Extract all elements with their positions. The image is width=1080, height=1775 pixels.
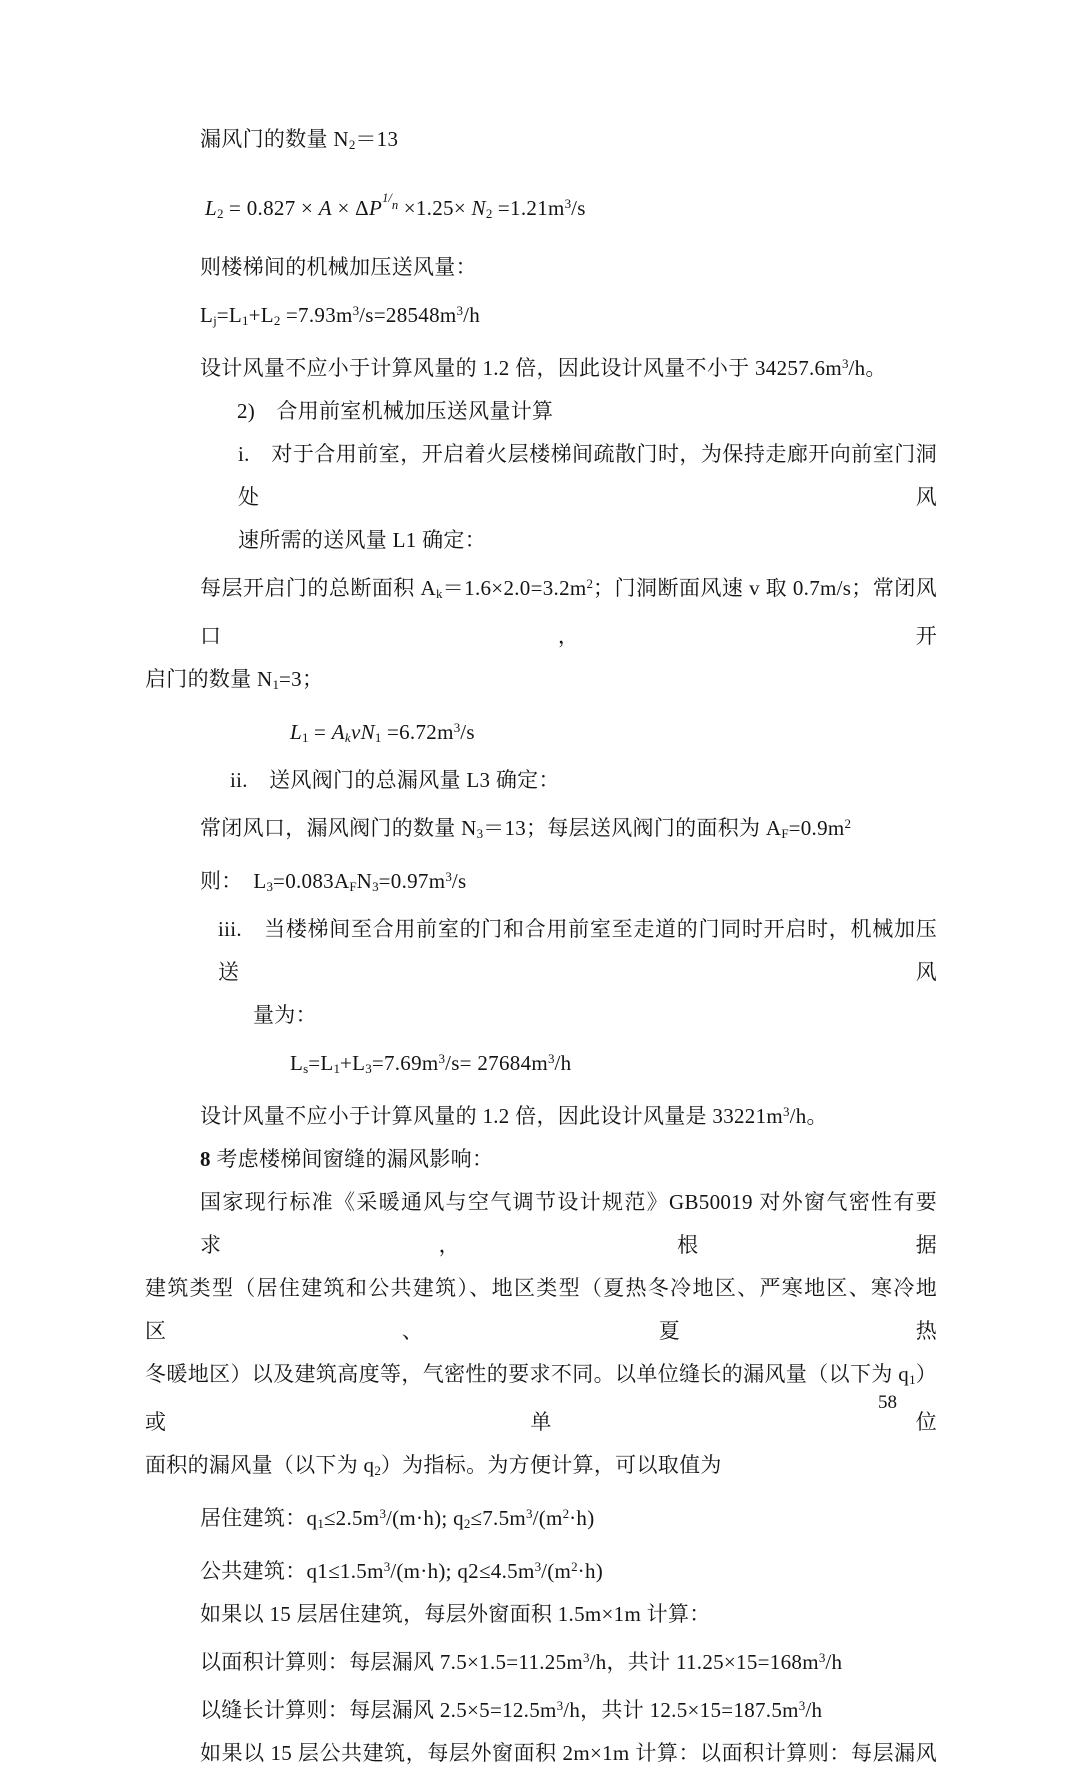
text-segment: /s=28548m bbox=[359, 303, 457, 328]
formula-l3 bbox=[145, 855, 937, 908]
text-segment: 3 bbox=[556, 1698, 564, 1714]
text-segment: 3 bbox=[372, 879, 379, 895]
text-segment: i. 对于合用前室，开启着火层楼梯间疏散门时，为保持走廊开向前室门洞处风 bbox=[238, 442, 937, 510]
text-segment: 1/ bbox=[382, 190, 392, 205]
text-segment: 3 bbox=[379, 1505, 386, 1521]
text-segment: 公共建筑：q1≤1.5m bbox=[200, 1559, 384, 1584]
line-standard-gb50019 bbox=[145, 1181, 937, 1267]
text-segment: ·h) bbox=[577, 1559, 604, 1584]
text-segment: /(m·h); q2≤4.5m bbox=[390, 1559, 535, 1584]
text-segment: 2 bbox=[844, 816, 852, 831]
text-segment: /h，共计 12.5×15=187.5m bbox=[563, 1698, 799, 1723]
text-segment: 1 bbox=[242, 312, 249, 328]
text-segment: 量为： bbox=[253, 1003, 317, 1028]
text-segment: /s= 27684m bbox=[445, 1051, 548, 1076]
page-number: 58 bbox=[878, 1392, 897, 1413]
line-valve-count bbox=[145, 802, 937, 855]
text-segment: 2) 合用前室机械加压送风量计算 bbox=[237, 399, 554, 424]
text-segment: 3 bbox=[841, 355, 849, 371]
text-segment: 启门的数量 N bbox=[145, 667, 273, 692]
text-segment: 2 bbox=[463, 1515, 471, 1531]
text-segment: =L bbox=[216, 303, 243, 328]
formula-l2-leakage bbox=[145, 177, 937, 235]
text-segment: L bbox=[290, 720, 302, 745]
line-by-crack-calc bbox=[145, 1684, 937, 1732]
text-segment: 2 bbox=[348, 136, 356, 152]
text-segment: 3 bbox=[456, 302, 464, 318]
line-item-i-part1 bbox=[145, 433, 937, 519]
text-segment: ＝13；每层送风阀门的面积为 A bbox=[483, 816, 782, 841]
line-design-flow-anteroom bbox=[145, 1090, 937, 1138]
heading-item-2-shared-anteroom bbox=[145, 390, 937, 433]
text-segment: /s bbox=[460, 720, 475, 745]
text-segment: k bbox=[344, 730, 351, 745]
text-segment: 1 bbox=[374, 730, 382, 745]
text-segment: 3 bbox=[352, 302, 360, 318]
text-segment: +L bbox=[248, 303, 274, 328]
text-segment: ）为指标。为方便计算，可以取值为 bbox=[380, 1453, 722, 1478]
text-segment: 2 bbox=[216, 205, 224, 221]
text-segment: 建筑类型（居住建筑和公共建筑）、地区类型（夏热冬冷地区、严寒地区、寒冷地区、夏热 bbox=[145, 1276, 937, 1344]
line-door-area-part2 bbox=[145, 658, 937, 706]
text-segment: A bbox=[318, 196, 332, 221]
text-segment: ）或单位 bbox=[145, 1362, 937, 1435]
text-segment: 8 bbox=[200, 1147, 211, 1172]
text-segment: v bbox=[350, 720, 361, 745]
formula-l1 bbox=[145, 706, 937, 759]
text-segment: 速所需的送风量 L1 确定： bbox=[238, 528, 487, 553]
line-door-area-part1 bbox=[145, 562, 937, 658]
text-segment: 2 bbox=[273, 312, 281, 328]
text-segment: k bbox=[435, 586, 443, 602]
line-public-example bbox=[145, 1732, 937, 1775]
line-public-limits bbox=[145, 1545, 937, 1593]
text-segment: =7.93m bbox=[280, 303, 353, 328]
line-design-flow-stairwell bbox=[145, 342, 937, 390]
text-segment: N bbox=[471, 196, 486, 221]
text-segment: /h，共计 11.25×15=168m bbox=[589, 1650, 819, 1675]
text-segment: 如果以 15 层公共建筑，每层外窗面积 2m×1m 计算：以面积计算则：每层漏风 bbox=[200, 1741, 937, 1766]
text-segment: ＝1.6×2.0=3.2m bbox=[442, 576, 587, 601]
text-segment: 面积的漏风量（以下为 q bbox=[145, 1453, 375, 1478]
line-building-types bbox=[145, 1267, 937, 1353]
text-segment: ×1.25× bbox=[398, 196, 472, 221]
text-segment: 3 bbox=[438, 1051, 446, 1067]
text-segment: A bbox=[331, 720, 345, 745]
text-segment: /(m bbox=[532, 1506, 563, 1531]
text-segment: =3； bbox=[279, 667, 324, 692]
text-segment: n bbox=[391, 197, 399, 212]
line-stairwell-supply-intro bbox=[145, 246, 937, 289]
text-segment: 3 bbox=[818, 1650, 826, 1666]
text-segment: 常闭风口，漏风阀门的数量 N bbox=[200, 816, 477, 841]
formula-ls-total bbox=[145, 1037, 937, 1090]
text-segment: 2 bbox=[485, 205, 493, 221]
text-segment: 1 bbox=[301, 730, 309, 745]
text-segment: j bbox=[213, 312, 217, 328]
text-segment: 则楼梯间的机械加压送风量： bbox=[200, 254, 477, 279]
heading-item-8-window-leakage bbox=[145, 1138, 937, 1181]
text-segment: 3 bbox=[798, 1698, 806, 1714]
text-segment: =7.69m bbox=[371, 1051, 439, 1076]
text-segment: F bbox=[349, 879, 357, 895]
text-segment: 每层开启门的总断面积 A bbox=[200, 576, 436, 601]
line-airtightness-q1 bbox=[145, 1353, 937, 1444]
text-segment: 2 bbox=[562, 1505, 570, 1521]
line-residential-example bbox=[145, 1593, 937, 1636]
line-by-area-calc bbox=[145, 1636, 937, 1684]
text-segment: N bbox=[360, 720, 375, 745]
line-item-iii-part1 bbox=[145, 908, 937, 994]
text-segment: × Δ bbox=[331, 196, 369, 221]
text-segment: /s bbox=[571, 196, 586, 221]
text-segment: 冬暖地区）以及建筑高度等，气密性的要求不同。以单位缝长的漏风量（以下为 q bbox=[145, 1362, 910, 1387]
text-segment: /h。 bbox=[848, 356, 887, 381]
text-segment: 3 bbox=[564, 195, 572, 211]
text-segment: L bbox=[290, 1051, 304, 1076]
text-segment: ii. 送风阀门的总漏风量 L3 确定： bbox=[230, 768, 560, 792]
text-segment: 3 bbox=[383, 1558, 391, 1574]
text-segment: N bbox=[356, 869, 373, 894]
line-leak-door-count bbox=[145, 118, 937, 166]
text-segment: 1 bbox=[909, 1372, 916, 1388]
line-residential-limits bbox=[145, 1492, 937, 1545]
text-segment: 3 bbox=[783, 1104, 790, 1120]
text-segment: 3 bbox=[445, 869, 452, 885]
page-content bbox=[145, 118, 937, 1775]
text-segment: 漏风门的数量 N bbox=[200, 127, 349, 151]
text-segment: /h bbox=[463, 303, 480, 328]
text-segment: 2 bbox=[571, 1558, 578, 1574]
text-segment: +L bbox=[340, 1051, 366, 1076]
text-segment: 3 bbox=[453, 719, 461, 735]
text-segment: = bbox=[308, 720, 332, 745]
text-segment: 居住建筑：q bbox=[200, 1506, 318, 1531]
text-segment: /h bbox=[805, 1698, 823, 1723]
text-segment: 3 bbox=[526, 1505, 533, 1521]
text-segment: ·h) bbox=[569, 1506, 595, 1531]
text-segment: ≤7.5m bbox=[470, 1506, 527, 1531]
text-segment: 3 bbox=[266, 879, 274, 895]
text-segment: =1.21m bbox=[492, 196, 565, 221]
text-segment: 2 bbox=[586, 576, 594, 592]
text-segment: 则： L bbox=[200, 869, 267, 894]
text-segment: 3 bbox=[548, 1051, 555, 1067]
text-segment: L bbox=[205, 196, 217, 221]
text-segment: 考虑楼梯间窗缝的漏风影响： bbox=[210, 1147, 494, 1172]
text-segment: 1 bbox=[333, 1061, 341, 1077]
text-segment: = 0.827 × bbox=[223, 196, 319, 221]
text-segment: /h bbox=[554, 1051, 572, 1076]
text-segment: s bbox=[303, 1061, 309, 1077]
text-segment: 3 bbox=[534, 1558, 542, 1574]
text-segment: 2 bbox=[374, 1462, 381, 1478]
text-segment: /s bbox=[451, 869, 467, 894]
text-segment: =6.72m bbox=[381, 720, 454, 745]
text-segment: iii. 当楼梯间至合用前室的门和合用前室至走道的门同时开启时，机械加压送风 bbox=[218, 917, 937, 985]
text-segment: /h。 bbox=[789, 1104, 828, 1129]
text-segment: 国家现行标准《采暖通风与空气调节设计规范》GB50019 对外窗气密性有要求，根据 bbox=[200, 1190, 937, 1258]
text-segment: =0.97m bbox=[378, 869, 446, 894]
text-segment: L bbox=[200, 303, 214, 328]
text-segment: 1 bbox=[317, 1515, 324, 1531]
heading-item-ii-valve-leakage bbox=[145, 759, 937, 802]
text-segment: 以面积计算则：每层漏风 7.5×1.5=11.25m bbox=[200, 1650, 584, 1675]
text-segment: ＝13 bbox=[355, 127, 399, 151]
text-segment: 1 bbox=[272, 676, 280, 692]
text-segment: 设计风量不应小于计算风量的 1.2 倍，因此设计风量不小于 34257.6m bbox=[200, 356, 842, 381]
text-segment: 3 bbox=[583, 1650, 590, 1666]
text-segment: /(m·h); q bbox=[385, 1506, 464, 1531]
text-segment: 以缝长计算则：每层漏风 2.5×5=12.5m bbox=[200, 1698, 557, 1723]
text-segment: 3 bbox=[365, 1061, 372, 1077]
text-segment: 如果以 15 层居住建筑，每层外窗面积 1.5m×1m 计算： bbox=[200, 1602, 711, 1627]
text-segment: /(m bbox=[541, 1559, 572, 1584]
text-segment: ；门洞断面风速 v 取 0.7m/s；常闭风口，开 bbox=[200, 576, 937, 649]
line-item-i-part2 bbox=[145, 519, 937, 562]
line-item-iii-part2 bbox=[145, 994, 937, 1037]
text-segment: 3 bbox=[476, 826, 484, 842]
text-segment: =L bbox=[308, 1051, 334, 1076]
formula-lj-total bbox=[145, 289, 937, 342]
text-segment: P bbox=[368, 196, 383, 221]
line-airtightness-q2 bbox=[145, 1444, 937, 1492]
text-segment: =0.9m bbox=[788, 816, 845, 841]
text-segment: F bbox=[781, 826, 789, 842]
text-segment: =0.083A bbox=[273, 869, 350, 894]
text-segment: 设计风量不应小于计算风量的 1.2 倍，因此设计风量是 33221m bbox=[200, 1104, 784, 1129]
text-segment: /h bbox=[825, 1650, 843, 1675]
text-segment: ≤2.5m bbox=[323, 1506, 380, 1531]
